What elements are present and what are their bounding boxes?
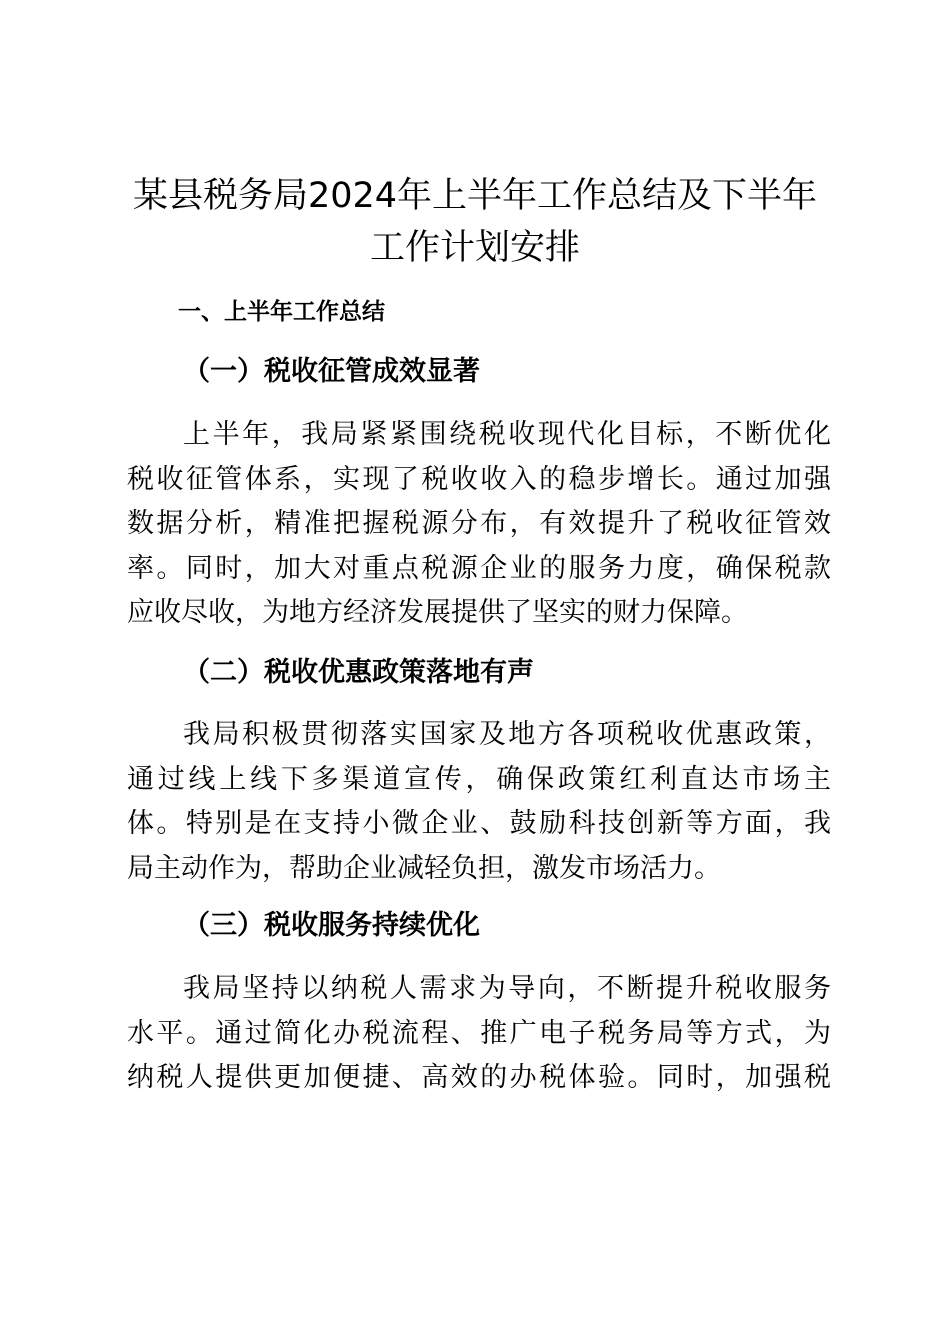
paragraph-line: 局主动作为，帮助企业减轻负担，激发市场活力。 bbox=[127, 852, 721, 884]
section-heading-first-half-summary: 一、上半年工作总结 bbox=[178, 299, 385, 325]
paragraph-1 bbox=[127, 413, 831, 636]
paragraph-line: 通过线上线下多渠道宣传，确保政策红利直达市场主 bbox=[127, 763, 831, 795]
paragraph-3 bbox=[127, 967, 831, 1101]
document-title-line-1: 某县税务局2024年上半年工作总结及下半年 bbox=[132, 176, 818, 216]
paragraph-2 bbox=[127, 713, 831, 891]
paragraph-line: 上半年，我局紧紧围绕税收现代化目标，不断优化 bbox=[183, 419, 831, 450]
paragraph-line: 率。同时，加大对重点税源企业的服务力度，确保税款 bbox=[127, 552, 831, 584]
paragraph-line: 纳税人提供更加便捷、高效的办税体验。同时，加强税 bbox=[127, 1062, 831, 1093]
paragraph-line: 我局积极贯彻落实国家及地方各项税收优惠政策， bbox=[183, 719, 831, 750]
paragraph-line: 体。特别是在支持小微企业、鼓励科技创新等方面，我 bbox=[127, 808, 831, 839]
paragraph-line: 税收征管体系，实现了税收收入的稳步增长。通过加强 bbox=[127, 463, 831, 495]
paragraph-line: 水平。通过简化办税流程、推广电子税务局等方式，为 bbox=[127, 1017, 831, 1049]
subsection-heading-2: （二）税收优惠政策落地有声 bbox=[183, 657, 534, 688]
paragraph-line: 应收尽收，为地方经济发展提供了坚实的财力保障。 bbox=[127, 597, 748, 628]
subsection-heading-3: （三）税收服务持续优化 bbox=[183, 910, 480, 941]
paragraph-line: 数据分析，精准把握税源分布，有效提升了税收征管效 bbox=[127, 508, 831, 539]
document-title-line-2: 工作计划安排 bbox=[369, 228, 580, 268]
paragraph-line: 我局坚持以纳税人需求为导向，不断提升税收服务 bbox=[183, 973, 831, 1004]
subsection-heading-1: （一）税收征管成效显著 bbox=[183, 356, 480, 387]
